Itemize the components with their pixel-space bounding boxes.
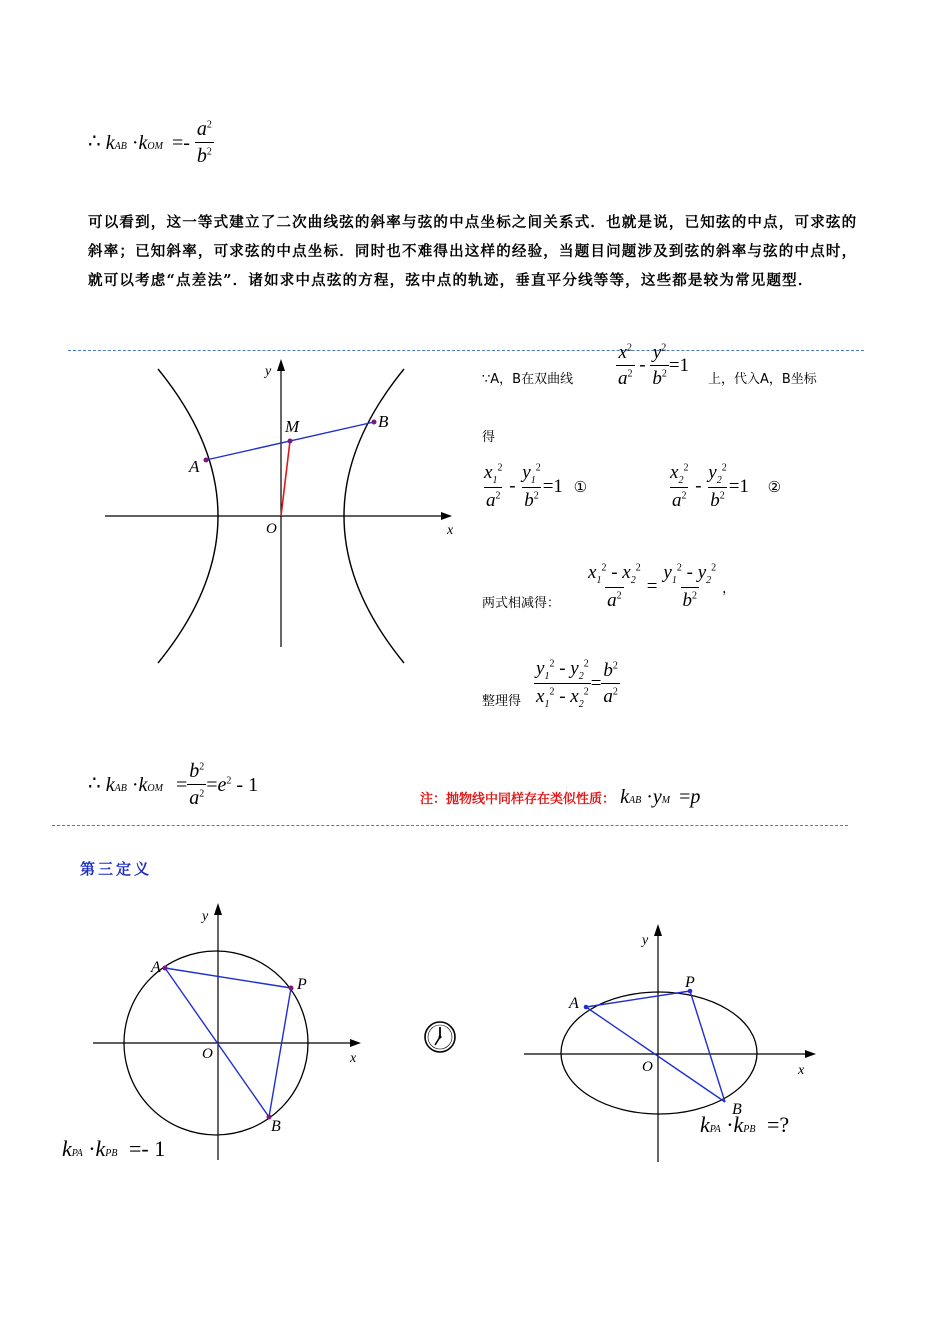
de-label: 得 bbox=[482, 430, 496, 445]
label-p: P bbox=[685, 974, 695, 991]
label-o: O bbox=[202, 1046, 213, 1062]
x-axis-arrow-icon bbox=[350, 1039, 361, 1047]
formula-kab-kom-eccentricity: ∴ kAB ·kOM = $\frac{b^2}{a^2}$ $=e^2 - 1$ bbox=[88, 760, 259, 809]
label-o: O bbox=[642, 1059, 653, 1075]
point-b bbox=[372, 420, 377, 425]
label-m: M bbox=[285, 417, 300, 436]
equation-1: $\frac{x_1^2}{a^2}$ - $\frac{y_1^2}{b^2}$ =1 ① bbox=[484, 462, 588, 511]
equation-2: $\frac{x_2^2}{a^2}$ - $\frac{y_2^2}{b^2}$ =1 ② bbox=[670, 462, 782, 511]
parabola-note: 注：抛物线中同样存在类似性质： kAB ·yM =p bbox=[420, 786, 701, 808]
label-a: A bbox=[151, 959, 161, 976]
label-b: B bbox=[732, 1101, 742, 1118]
hyperbola-figure bbox=[100, 355, 460, 665]
point-a bbox=[163, 966, 168, 971]
label-b: B bbox=[271, 1118, 281, 1135]
label-b: B bbox=[378, 412, 389, 431]
because-line: ∵A，B在双曲线 $\frac{x^2}{a^2}$ - $\frac{y^2}{b^2}$ =1 上，代入A，B坐标 bbox=[482, 342, 817, 389]
y-axis-arrow-icon bbox=[214, 903, 222, 915]
chord-ap bbox=[165, 968, 291, 988]
circle-slope-product: kPA ·kPB =- 1 bbox=[62, 1136, 166, 1161]
label-o: O bbox=[266, 521, 277, 537]
point-m bbox=[288, 439, 293, 444]
x-axis-arrow-icon bbox=[441, 512, 452, 520]
therefore-symbol: ∴ bbox=[88, 130, 101, 153]
circle-figure bbox=[85, 895, 375, 1165]
label-a: A bbox=[189, 457, 200, 476]
fraction-a2-b2: $\frac{a^2}{b^2}$ bbox=[196, 118, 212, 167]
label-y: y bbox=[642, 933, 649, 948]
label-a: A bbox=[569, 995, 579, 1012]
point-p bbox=[289, 986, 294, 991]
label-y: y bbox=[202, 909, 209, 924]
label-p: P bbox=[297, 976, 307, 993]
label-x: x bbox=[350, 1051, 357, 1066]
clock-icon bbox=[423, 1020, 457, 1054]
section-title-third-definition: 第三定义 bbox=[80, 860, 153, 878]
y-axis-arrow-icon bbox=[654, 924, 662, 936]
y-axis-arrow-icon bbox=[277, 359, 285, 371]
x-axis-arrow-icon bbox=[805, 1050, 816, 1058]
segment-om bbox=[281, 441, 290, 516]
label-x: x bbox=[447, 523, 454, 538]
point-a bbox=[584, 1005, 589, 1010]
dashed-divider-bottom bbox=[52, 825, 848, 826]
label-x: x bbox=[798, 1063, 805, 1078]
label-y: y bbox=[265, 364, 272, 379]
chord-pb bbox=[269, 988, 291, 1117]
ellipse-slope-product: kPA ·kPB =? bbox=[700, 1112, 790, 1137]
explanation-paragraph: 可以看到，这一等式建立了二次曲线弦的斜率与弦的中点坐标之间关系式．也就是说，已知弦的中点，可求弦的斜率；已知斜率，可求弦的中点坐标．同时也不难得出这样的经验，当题目问题涉及到弦的斜率与弦的中点时，就可以考虑“点差法”．诸如求中点弦的方程，弦中点的轨迹，垂直平分线等等，这些都是较为常见题型． bbox=[88, 214, 858, 289]
formula-kab-kom-top: ∴ kAB ·kOM =- $\frac{a^2}{b^2}$ bbox=[88, 118, 212, 167]
point-a bbox=[204, 458, 209, 463]
chord-pb bbox=[690, 991, 725, 1102]
